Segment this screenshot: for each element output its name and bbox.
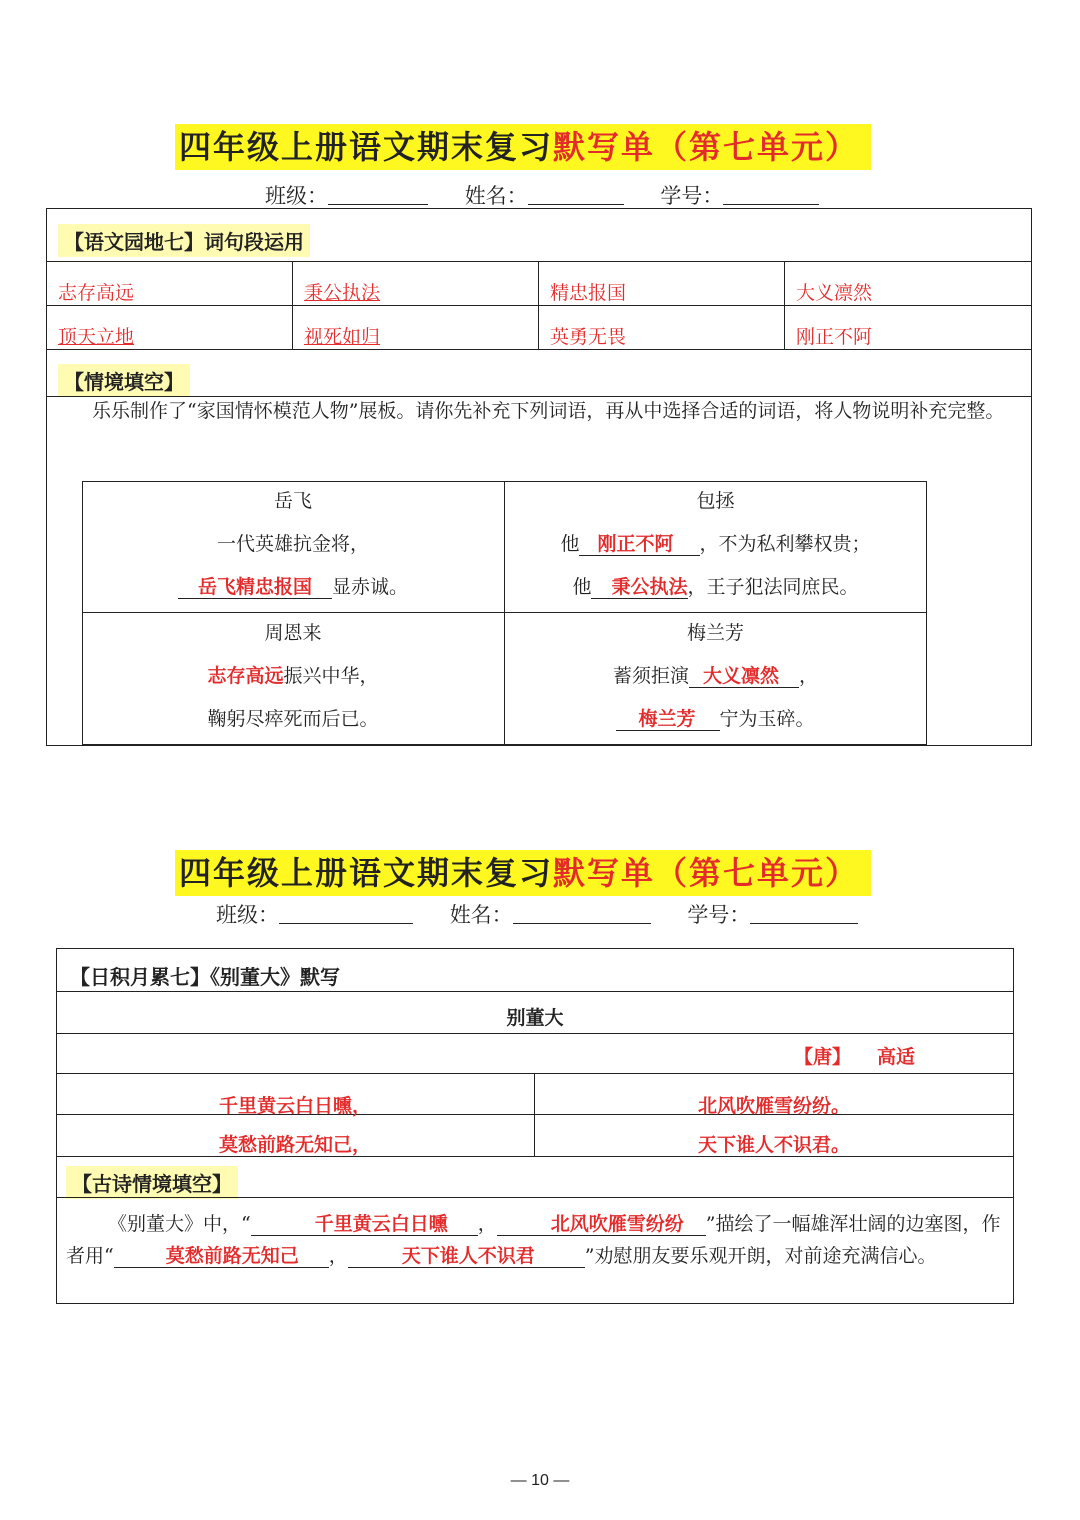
section-label-poem: 【日积月累七】《别董大》默写 [70, 965, 340, 989]
word-cell: 大义凛然 [796, 282, 873, 304]
person-line: 岳飞精忠报国 显赤诚。 [82, 572, 504, 599]
poem-line: 千里黄云白日曛， [218, 1095, 371, 1117]
name-blank[interactable] [528, 184, 624, 205]
sheet1-title-black: 四年级上册语文期末复习 [179, 128, 554, 166]
sheet2-info-line [216, 899, 888, 929]
section-label-context: 【情境填空】 [58, 364, 190, 397]
page-number: — 10 — [510, 1472, 570, 1489]
name-label: 姓名： [464, 184, 528, 208]
poem-line: 天下谁人不识君。 [697, 1134, 850, 1156]
name-blank[interactable] [513, 903, 651, 924]
person-line: 鞠躬尽瘁死而后已。 [207, 708, 379, 730]
person-name: 梅兰芳 [686, 622, 744, 644]
poem-context-paragraph: 《别董大》中，“ 千里黄云白日曛 ， 北风吹雁雪纷纷 ”描绘了一幅雄浑壮阔的边塞图，作者用“ 莫愁前路无知己 ， 天下谁人不识君 ”劝慰朋友要乐观开朗，对前途充满信心。 [66, 1213, 1001, 1267]
sheet1-title [175, 124, 871, 170]
word-cell: 秉公执法 [304, 282, 381, 304]
poem-line: 莫愁前路无知己， [218, 1134, 371, 1156]
word-cell: 顶天立地 [58, 326, 135, 348]
sheet2-title-red: 默写单（第七单元） [553, 854, 860, 892]
class-blank[interactable] [328, 184, 428, 205]
fill-blank[interactable]: 大义凛然 [689, 665, 799, 688]
fill-blank[interactable]: 天下谁人不识君 [348, 1245, 585, 1268]
word-cell: 视死如归 [304, 326, 381, 348]
person-name: 周恩来 [264, 622, 322, 644]
person-line: 一代英雄抗金将， [216, 533, 369, 555]
fill-blank[interactable]: 千里黄云白日曛 [251, 1213, 478, 1236]
id-blank[interactable] [723, 184, 819, 205]
intro-paragraph: 乐乐制作了“家国情怀模范人物”展板。请你先补充下列词语，再从中选择合适的词语，将人物说明补充完整。 [92, 400, 1005, 422]
id-label: 学号： [660, 184, 724, 208]
sheet2-title-black: 四年级上册语文期末复习 [179, 854, 554, 892]
person-name: 岳飞 [273, 490, 312, 512]
class-label: 班级： [265, 184, 328, 208]
class-blank[interactable] [279, 903, 413, 924]
fill-blank[interactable]: 秉公执法 [591, 576, 687, 599]
poem-dynasty: 【唐】 [794, 1046, 852, 1068]
person-line: 他 刚正不阿 ，不为私利攀权贵； [560, 533, 871, 555]
class-label: 班级： [216, 903, 279, 927]
id-label: 学号： [687, 903, 751, 927]
word-cell: 英勇无畏 [550, 326, 627, 348]
person-line: 梅兰芳 宁为玉碎。 [504, 704, 927, 731]
word-cell: 精忠报国 [550, 282, 627, 304]
poem-title: 别董大 [506, 1007, 564, 1029]
fill-blank[interactable]: 北风吹雁雪纷纷 [497, 1213, 706, 1236]
word-cell: 刚正不阿 [796, 326, 873, 348]
sheet1-title-red: 默写单（第七单元） [553, 128, 860, 166]
fill-blank[interactable]: 岳飞精忠报国 [178, 576, 332, 599]
person-line: 志存高远振兴中华， [207, 665, 379, 687]
fill-blank[interactable]: 刚正不阿 [579, 533, 699, 556]
name-label: 姓名： [449, 903, 513, 927]
person-line: 蓄须拒演 大义凛然 ， [612, 665, 819, 687]
section-label-words: 【语文园地七】词句段运用 [58, 224, 310, 257]
fill-blank[interactable]: 莫愁前路无知己 [114, 1245, 329, 1268]
sheet2-title [175, 850, 871, 896]
sheet1-info-line [265, 180, 849, 210]
fill-blank[interactable]: 梅兰芳 [616, 708, 719, 731]
id-blank[interactable] [750, 903, 858, 924]
section-label-poem-context: 【古诗情境填空】 [66, 1166, 238, 1199]
poem-author: 高适 [877, 1046, 916, 1068]
word-cell: 志存高远 [58, 282, 135, 304]
poem-line: 北风吹雁雪纷纷。 [697, 1095, 850, 1117]
person-name: 包拯 [696, 490, 735, 512]
person-line: 他 秉公执法，王子犯法同庶民。 [572, 576, 859, 598]
